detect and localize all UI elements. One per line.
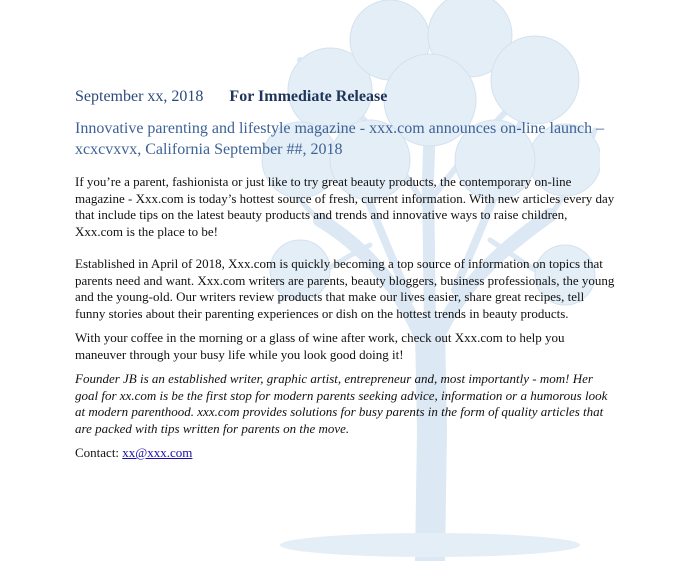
dateline <box>75 88 615 106</box>
paragraph-intro: If you’re a parent, fashionista or just like to try great beauty products, the contemporary on-line magazine - Xxx.com is today’s hottest source of fresh, current information. With new articles every day that include tips on the latest beauty products and trends and innovative ways to raise children, Xxx.com is the place to be! <box>75 174 615 239</box>
contact-label: Contact: <box>75 445 123 460</box>
paragraph-founder: Founder JB is an established writer, graphic artist, entrepreneur and, most importantly - mom! Her goal for xx.com is be the first stop for modern parents seeking advice, information or a humorous look at modern parenthood. xxx.com provides solutions for busy parents in the form of quality articles that are packed with tips written for parents on the move. <box>75 371 608 436</box>
contact-line <box>75 445 615 462</box>
paragraph-coffee: With your coffee in the morning or a glass of wine after work, check out Xxx.com to help you maneuver through your busy life while you look good doing it! <box>75 330 565 362</box>
contact-email-link[interactable]: xx@xxx.com <box>122 445 193 460</box>
release-label: For Immediate Release <box>229 88 388 105</box>
paragraph-established: Established in April of 2018, Xxx.com is quickly becoming a top source of information on topics that parents need and want. Xxx.com writers are parents, beauty bloggers, business professionals, the young and the young-old. Our writers review products that make our lives easier, share great recipes, tell funny stories about their parenting experiences or dish on the hottest trends in beauty products. <box>75 256 615 321</box>
press-release <box>75 88 615 462</box>
release-date: September xx, 2018 <box>75 88 204 105</box>
headline: Innovative parenting and lifestyle magazine - xxx.com announces on-line launch – xcxcvxvx, California September ##, 2018 <box>75 120 605 158</box>
